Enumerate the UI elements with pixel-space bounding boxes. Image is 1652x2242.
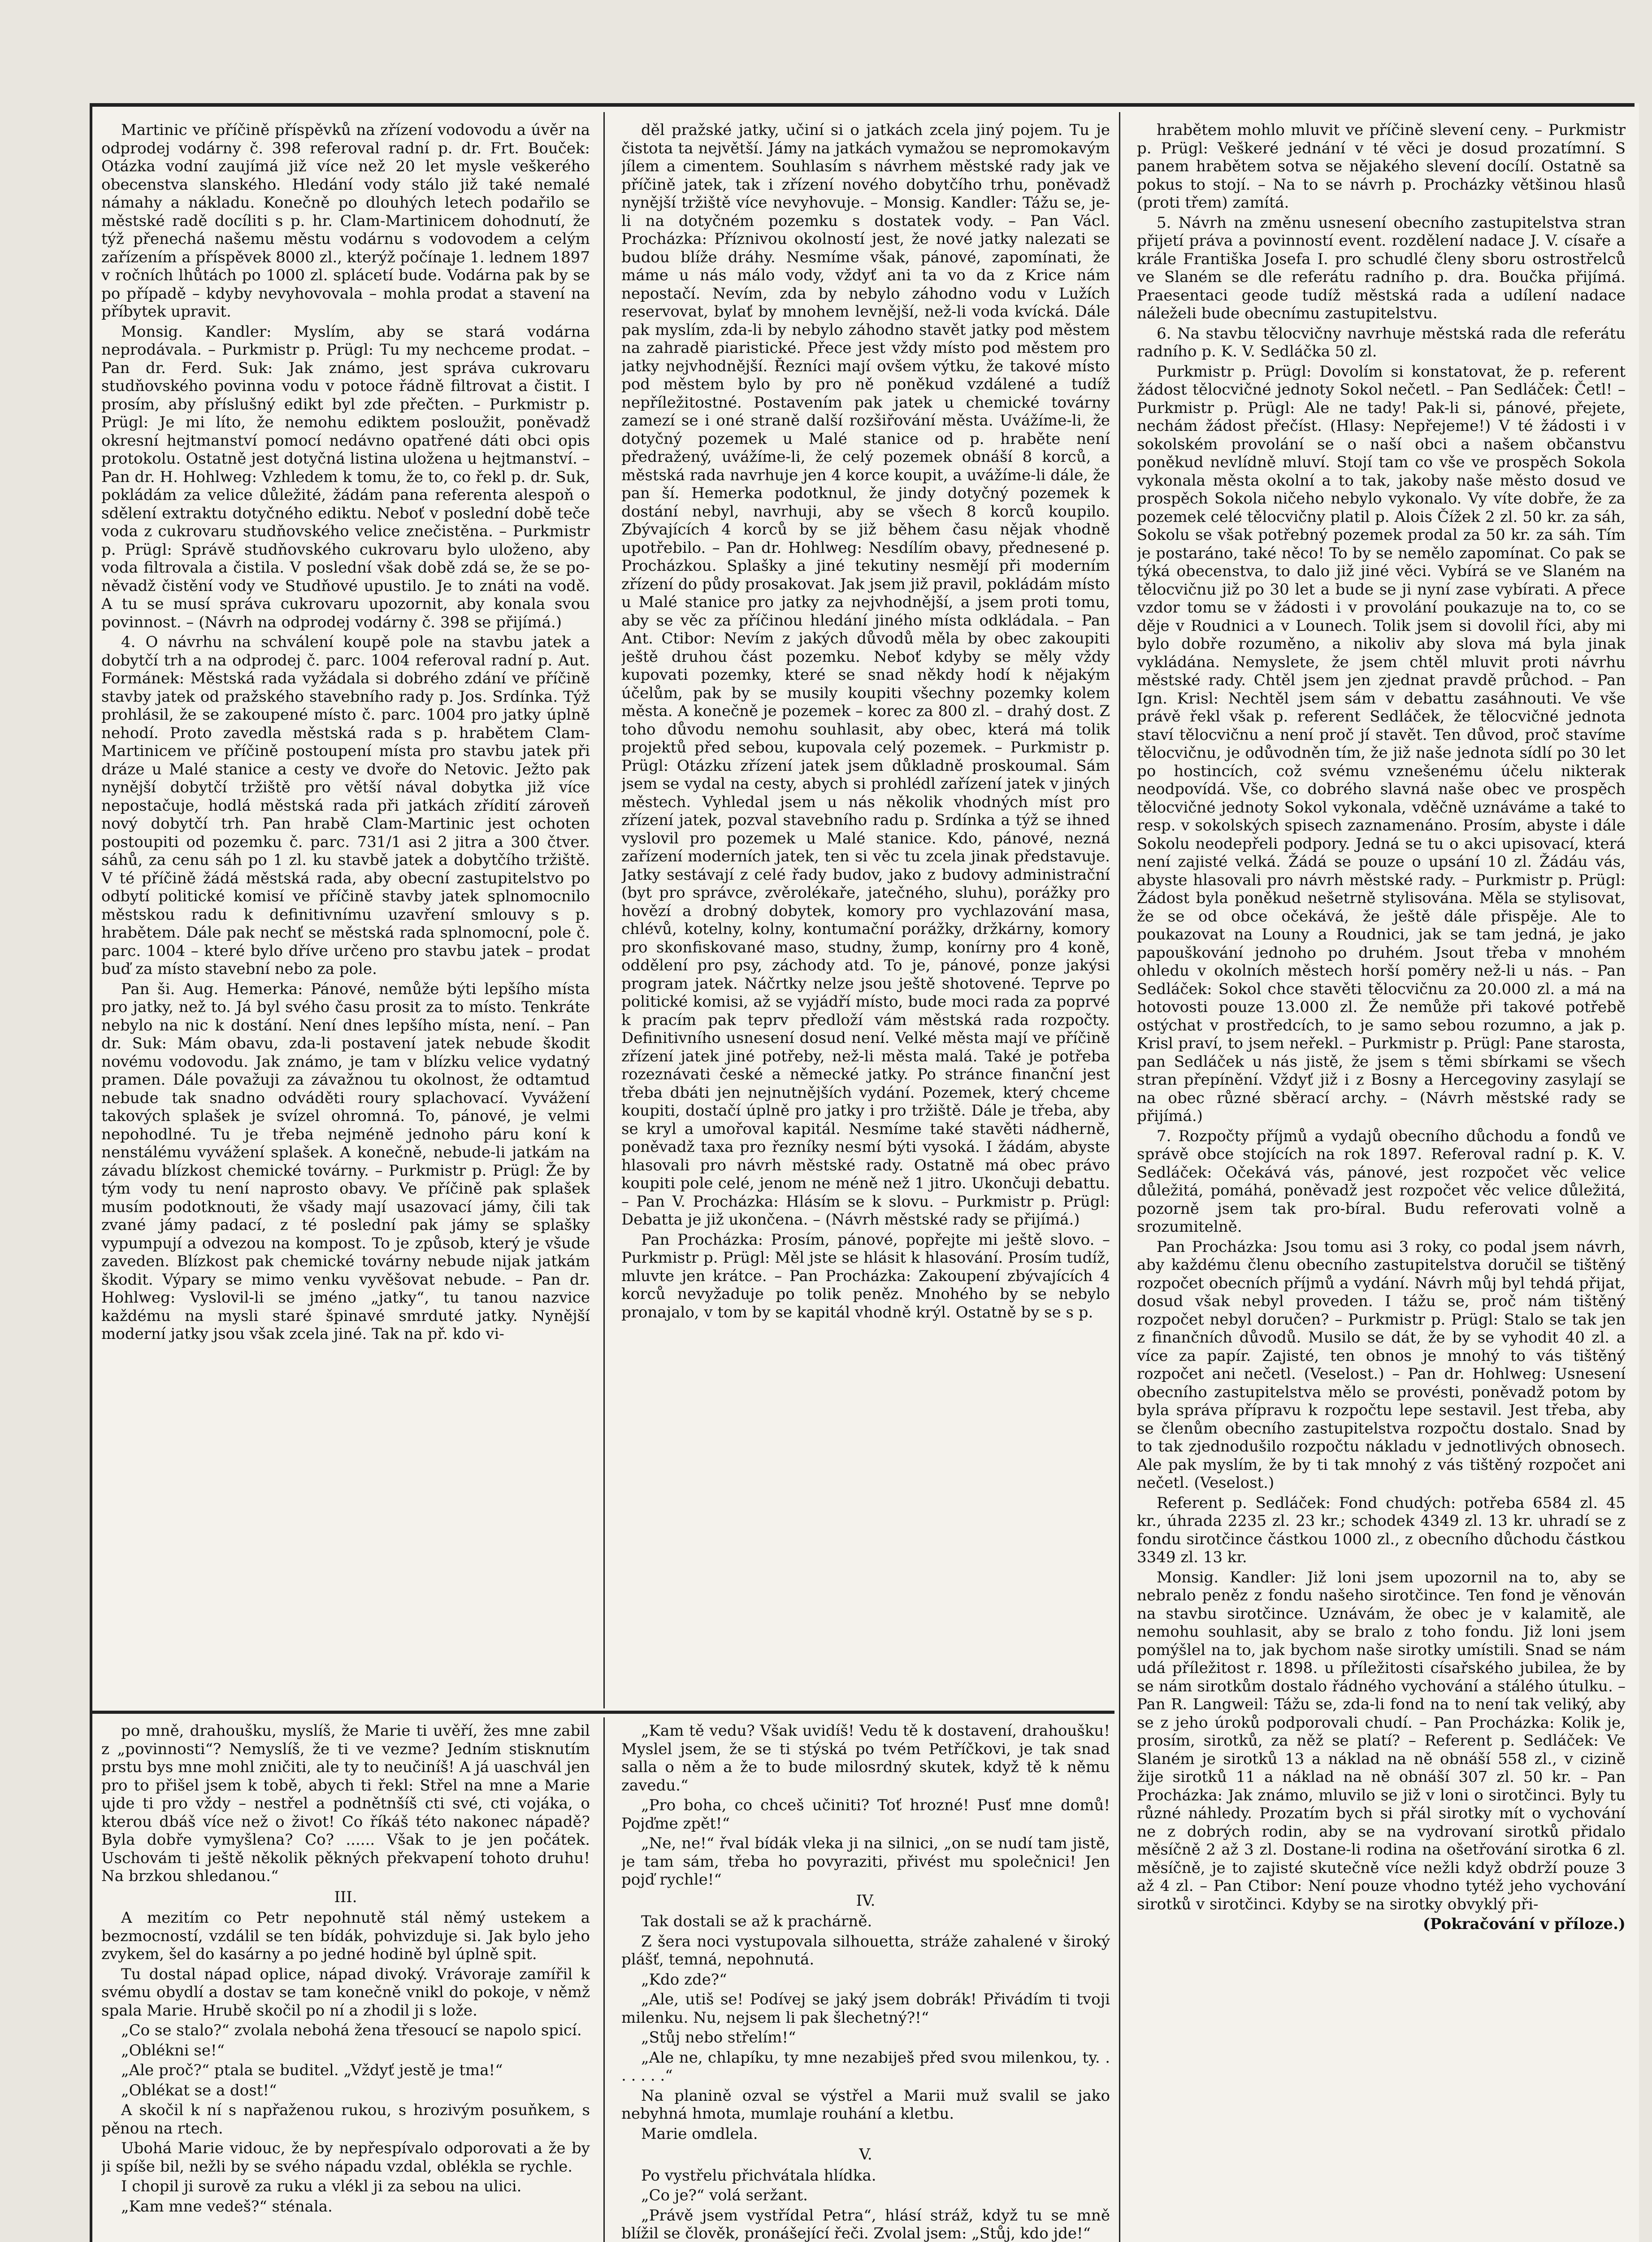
newspaper-page <box>90 103 1639 2242</box>
paragraph: I chopil ji surově za ruku a vlékl ji za sebou na ulici. <box>121 2177 522 2195</box>
paragraph: „Oblékni se!“ <box>121 2041 225 2060</box>
paragraph: Pan Procházka: Prosím, pánové, popřejte mi ještě slovo. – Purkmistr p. Prügl: Měl jste se hlásit k hlasování. Prosím tudíž, mluvte jen krátce. – Pan Procházka: Zakoupení zbývajících 4 korců nevyžaduje po tolik peněz. Mnohého by se nebylo pronajalo, v tom by se kapitál vhodně krýl. Ostatně by se s p. <box>621 1230 1110 1321</box>
paragraph: 7. Rozpočty příjmů a vydajů obecního důchodu a fondů ve správě obce stojících na rok 1897. Referoval radní p. K. V. Sedláček: Očekává vás, pánové, jest rozpočet věc velice důležitá, pomáhá, poněvadž jest rozpočet věc velice důležitá, pozorně jsem tak pro-bíral. Budu referovati volně a srozumitelně. <box>1137 1127 1626 1236</box>
paragraph: „Co se stalo?“ zvolala nebohá žena třesoucí se napolo spicí. <box>121 2021 582 2039</box>
feuilleton-column-rule <box>603 1717 605 2242</box>
paragraph: „Stůj nebo střelím!“ <box>641 2029 796 2046</box>
paragraph: „Kdo zde?“ <box>641 1970 727 1989</box>
paragraph: „Právě jsem vystřídal Petra“, hlásí stráž, když tu se mně blížil se člověk, pronášející řeči. Zvolal jsem: „Stůj, kdo jde!“ <box>621 2206 1110 2242</box>
paragraph: Na planině ozval se výstřel a Marii muž svalil se jako nebyhná hmota, mumlaje rouhání a kletbu. <box>621 2086 1110 2123</box>
column-1 <box>101 121 590 1699</box>
paragraph: A mezitím co Petr nepohnutě stál němý ustekem a bezmocností, vzdálil se ten bídák, pohvizduje si. Jak bylo jeho zvykem, šel do kasárny a po jedné hodině byl úplně spit. <box>101 1909 590 1963</box>
paragraph: Purkmistr p. Prügl: Dovolím si konstatovat, že p. referent žádost tělocvičné jednoty Sokol nečetl. – Pan Sedláček: Četl! – Purkmistr p. Prügl: Ale ne tady! Pak-li si, pánové, přejete, nechám žádost přečíst. (Hlasy: Nepřejeme!) V té žádosti i v sokolském provolání se o naší obci a našem občanstvu poněkud nevlídně mluví. Stojí tam co vše ve prospěch Sokola vykonala města okolní a to tak, jakoby naše město dosud ve prospěch Sokola ničeho nebylo vykonalo. Vy víte dobře, že za pozemek celé tělocvičny platil p. Alois Čížek 2 zl. 50 kr. za sáh, Sokolu se však potřebný pozemek prodal za 50 kr. za sáh. Tím je postaráno, také něco! To by se nemělo zapomínat. Co pak se týká obecenstva, to dalo již jiné věci. Vybírá se ve Slaném na tělocvičnu již po 30 let a bude se ji nyní zase vybírati. A přece vzdor tomu se v žádosti i v provolání poukazuje na to, co se děje v Roudnici a v Lounech. Tolik jsem si dovolil říci, aby mi bylo dobře rozuměno, a nikoliv aby slova má byla jinak vykládána. Nemyslete, že jsem chtěl mluvit proti návrhu městské rady. Chtěl jsem jen zjednat pravdě průchod. – Pan Ign. Krisl: Nechtěl jsem sám v debattu zasáhnouti. Ve vše právě řekl však p. referent Sedláček, že tělocvičné jednota staví tělocvičnu a není proč jí stavět. Ten důvod, proč stavíme tělocvičnu, je odůvodněn tím, že již naše jednota sídlí po 30 let po hostincích, což svému vznešenému účelu nikterak neodpovídá. Vše, co dobrého slavná naše obec ve prospěch tělocvičné jednoty Sokol vykonala, vděčně uznáváme a také to resp. v sokolských spisech zaznamenáno. Prosím, abyste i dále Sokolu neodepřeli podpory. Jedná se tu o akci upisovací, která není zajisté velká. Žádá se pouze o upsání 10 zl. Žádáu vás, abyste hlasovali pro návrh městské rady. – Purkmistr p. Prügl: Žádost byla poněkud nešetrně stylisována. Měla se stylisovat, že se od obce očekává, že ještě dále přispěje. Ale to poukazovat na Louny a Roudnici, jak se tam jedná, je jako papouškování jednoho po druhém. Jsout třeba v mnohém ohledu v okolních městech horší poměry než-li u nás. – Pan Sedláček: Sokol chce stavěti tělocvičnu za 20.000 zl. a má na hotovosti pouze 13.000 zl. Že nemůže při takové potřebě ostýchat v prostředcích, to je samo sebou rozumno, a jak p. Krisl praví, to jsem neřekl. – Purkmistr p. Prügl: Pane starosta, pan Sedláček u nás jistě, že jsem s těmi sbírkami se všech stran přepínění. Vždyť již i z Bosny a Hercegoviny zasylají se na obec různé sběrací archy. – (Návrh městské rady se přijímá.) <box>1137 362 1626 1125</box>
continued-note: (Pokračování v příloze.) <box>1422 1915 1626 1933</box>
paragraph: 6. Na stavbu tělocvičny navrhuje městská rada dle referátu radního p. K. V. Sedláčka 50 zl. <box>1137 324 1626 361</box>
paragraph: Marie omdlela. <box>641 2125 758 2143</box>
paragraph: „Kam tě vedu? Však uvidíš! Vedu tě k dostavení, drahoušku! Myslel jsem, že se ti stýská po tvém Petříčkovi, je tak snad salla o něm a že to bude milosrdný skutek, když tě k němu zavedu.“ <box>621 1722 1110 1794</box>
paragraph: „Ne, ne!“ řval bídák vleka ji na silnici, „on se nudí tam jistě, je tam sám, třeba ho povyraziti, přivést mu společnici! Jen pojď rychle!“ <box>621 1834 1110 1889</box>
paragraph: Pan ši. Aug. Hemerka: Pánové, nemůže býti lepšího místa pro jatky, než to. Já byl svého času prosit za to místo. Tenkráte nebylo na nic k dostání. Není dnes lepšího místa, není. – Pan dr. Suk: Mám obavu, zda-li postavení jatek nebude škodit novému vodovodu. Jak známo, je tam v blízku velice vydatný pramen. Dále považuji za závažnou tu okolnost, že odtamtud nebude tak snadno odváděti roury splachovací. Vyvážení takových splašek je svízel ohromná. To, pánové, je velmi nepohodlné. Tu je třeba nejméně jednoho páru koní k nenstálému vyvážení splašek. A konečně, nebude-li jatkám na závadu blízkost chemické továrny. – Purkmistr p. Prügl: Že by tým vody tu není naprosto obavy. Ve příčině pak splašek musím podotknouti, že všady mají usazovací jámy, čili tak zvané jámy padací, z té poslední pak jámy se splašky vypumpují a odvezou na kompost. To je způsob, který je všude zaveden. Blízkost pak chemické továrny nebude nijak jatkám škodit. Výpary se mimo venku vyvěšovat nebude. – Pan dr. Hohlweg: Vyslovil-li se jméno „jatky“, tu tanou nazvice každému na mysli staré špinavé smrduté jatky. Nynější moderní jatky jsou však zcela jiné. Tak na př. kdo vi- <box>101 980 590 1343</box>
feuilleton-column-1 <box>101 1722 590 2242</box>
paragraph: „Co je?“ volá seržant. <box>641 2186 808 2204</box>
paragraph: Referent p. Sedláček: Fond chudých: potřeba 6584 zl. 45 kr., úhrada 2235 zl. 23 kr.; schodek 4349 zl. 13 kr. uhradí se z fondu sirotčince částkou 1000 zl., z obecního důchodu částkou 3349 zl. 13 kr. <box>1137 1494 1626 1566</box>
paragraph: Monsig. Kandler: Myslím, aby se stará vodárna neprodávala. – Purkmistr p. Prügl: Tu my nechceme prodat. – Pan dr. Ferd. Suk: Jak známo, jest správa cukrovaru studňovského povinna vodu v potoce řádně filtrovat a čistit. I prosím, aby příslušný edikt byl zde přečten. – Purkmistr p. Prügl: Je mi líto, že nemohu ediktem posloužit, poněvadž okresní hejtmanství pomocí nedávno opatřené dáti obci opis protokolu. Ostatně jest dotyčná listina uložena u hejtmanství. – Pan dr. H. Hohlweg: Vzhledem k tomu, že to, co řekl p. dr. Suk, pokládám za velice důležité, žádám pana referenta alespoň o sdělení extraktu dotyčného ediktu. Neboť v poslední době teče voda z cukrovaru studňovského velice znečistěna. – Purkmistr p. Prügl: Správě studňovského cukrovaru bylo uloženo, aby voda filtrovala a čistila. V poslední však době zdá se, že se po-něvadž čistění vody ve Studňové upustilo. Je to znáti na vodě. A tu se musí správa cukrovaru upozornit, aby konala svou povinnost. – (Návrh na odprodej vodárny č. 398 se přijímá.) <box>101 322 590 631</box>
column-3 <box>1137 121 1626 2242</box>
paragraph: „Ale proč?“ ptala se buditel. „Vždyť jestě je tma!“ <box>121 2061 503 2079</box>
column-rule-2 <box>1119 112 1120 2242</box>
paragraph: Ubohá Marie vidouc, že by nepřespívalo odporovati a že by ji spíše bil, nežli by se svého nápadu vzdal, oblékla se rychle. <box>101 2139 590 2176</box>
paragraph: „Ale ne, chlapíku, ty mne nezabiješ před svou milenkou, ty. . . . . . .“ <box>621 2048 1110 2085</box>
paragraph: 5. Návrh na změnu usnesení obecního zastupitelstva stran přijetí práva a povinností event. rozdělení nadace J. V. císaře a krále Františka Josefa I. pro schudlé členy sboru ostrostřelců ve Slaném se dle referátu radního p. dra. Boučka přijímá. Praesentaci geode tudíž městská rada a udílení nadace náleželi bude obecnímu zastupitelstvu. <box>1137 213 1626 322</box>
top-rule <box>92 103 1635 107</box>
paragraph: „Pro boha, co chceš učiniti? Toť hrozné! Pusť mne domů! Pojďme zpět!“ <box>621 1796 1110 1833</box>
paragraph: Martinic ve příčině příspěvků na zřízení vodovodu a úvěr na odprodej vodárny č. 398 referoval radní p. dr. Frt. Bouček: Otázka vodní zaujímá již více než 20 let mysle veškerého obecenstva slanského. Hledání vody stálo již také nemalé námahy a nákladu. Konečně po dlouhých letech podařilo se městské radě docíliti s p. hr. Clam-Martinicem dohodnutí, že týž přenechá našemu městu vodárnu s vodovodem a celým zařízením a příspěvek 8000 zl., kterýž počínaje 1. lednem 1897 v ročních lhůtách po 1000 zl. splácetí bude. Vodárna pak by se po případě – kdyby nevyhovovala – mohla prodat a stavení na příbytek upravit. <box>101 121 590 321</box>
feuilleton-rule <box>92 1711 1114 1714</box>
paragraph: Monsig. Kandler: Již loni jsem upozornil na to, aby se nebralo peněz z fondu našeho sirotčince. Ten fond je věnován na stavbu sirotčince. Uznávám, že obec je v kalamitě, ale nemohu souhlasit, aby se bralo z toho fondu. Již loni jsem pomýšlel na to, jak bychom naše sirotky umístili. Snad se nám udá příležitost r. 1898. u příležitosti císařského jubilea, že by se nám sirotkům dostalo řádného vychování a stálého útulku. – Pan R. Langweil: Tážu se, zda-li fond na to není tak veliký, aby se z jeho úroků podporovali chudí. – Pan Procházka: Kolik je, prosím, sirotků, za něž se platí? – Referent p. Sedláček: Ve Slaném je sirotků 13 a náklad na ně obnáší 558 zl., v cizině žije sirotků 11 a náklad na ně obnáší 307 zl. 50 kr. – Pan Procházka: Jak známo, mluvilo se již v loni o sirotčinci. Byly tu různé náhledy. Prozatím bych si přál sirotky mít o vychování ne z dobrých rodin, aby se na vydrovaní sirotků přidalo měsíčně 2 až 3 zl. Dostane-li rodina na ošetřování sirotka 6 zl. měsíčně, je to zajisté skutečně více nežli když obdrží pouze 3 až 4 zl. – Pan Ctibor: Není pouze vhodno tytéž jeho vychování sirotků v sirotčinci. Kdyby se na sirotky obvyklý při- <box>1137 1568 1626 1913</box>
paragraph: „Ale, utiš se! Podívej se jaký jsem dobrák! Přivádím ti tvoji milenku. Nu, nejsem li pak šlechetný?!“ <box>621 1990 1110 2027</box>
paragraph: děl pražské jatky, učiní si o jatkách zcela jiný pojem. Tu je čistota ta největší. Jámy na jatkách vymažou se nepromokavým jílem a cimentem. Souhlasím s návrhem městské rady jak ve příčině jatek, tak i zřízení nového dobytčího trhu, poněvadž nynější tržiště více nevyhovuje. – Monsig. Kandler: Tážu se, je-li na dotyčném pozemku s dostatek vody. – Pan Václ. Procházka: Příznivou okolností jest, že nové jatky nalezati se budou blíže dráhy. Nesmíme však, pánové, zapomínati, že máme u nás málo vody, vždyť ani ta vo da z Krice nám nepostačí. Nevím, zda by nebylo záhodno vodu v Lužích reservovat, bylať by mnohem levnější, než-li voda kvícká. Dále pak myslím, zda-li by nebylo záhodno stavět jatky pod městem na zahradě piaristické. Přece jest vždy místo pod městem pro jatky nejvhodnější. Řezníci mají ovšem výtku, že takové místo pod městem bylo by pro ně poněkud vzdálené a tudíž nepříležitostné. Postavením pak jatek u chemické továrny zamezí se i oné straně další rozšiřování města. Uvážíme-li, že dotyčný pozemek u Malé stanice od p. hraběte není předražený, uvážíme-li, že celý pozemek obnáší 8 korců, a městská rada navrhuje jen 4 korce koupit, a uvážíme-li dále, že pan ší. Hemerka podotknul, že jindy dotyčný pozemek k dostání nebyl, navrhuji, aby se všech 8 korců koupilo. Zbývajících 4 korců by se již během času nějak vhodně upotřebilo. – Pan dr. Hohlweg: Nesdílím obavy, přednesené p. Procházkou. Splašky a jiné tekutiny nesmějí při moderním zřízení do půdy prosakovat. Jak jsem již pravil, pokládám místo u Malé stanice pro jatky za nejvhodnější, a jsem proti tomu, aby se věc za příčinou hledání jiného místa odkládala. – Pan Ant. Ctibor: Nevím z jakých důvodů měla by obec zakoupiti ještě druhou část pozemku. Neboť kdyby se měly vždy kupovati pozemky, které se snad někdy hodí k nějakým účelům, pak by se musily koupiti všechny pozemky kolem města. A konečně je pozemek – korec za 800 zl. – drahý dost. Z toho důvodu nemohu souhlasit, aby obec, která má tolik projektů před sebou, kupovala celý pozemek. – Purkmistr p. Prügl: Otázku zřízení jatek jsem důkladně proskoumal. Sám jsem se vydal na cesty, abych si prohlédl zařízení jatek v jiných městech. Vyhledal jsem u nás několik vhodných míst pro zřízení jatek, pozval stavebního radu p. Srdínka a týž se ihned vyslovil pro pozemek u Malé stanice. Kdo, pánové, nezná zařízení moderních jatek, ten si věc tu zcela jinak představuje. Jatky sestávají z celé řady budov, jako z budovy administrační (byt pro správce, zvěrolékaře, jatečného, sluhu), porážky pro hovězí a drobný dobytek, komory pro vychlazování masa, chlévů, kotelny, kolny, kontumační porážky, držkárny, komory pro skonfiskované maso, studny, žump, konírny pro 4 koně, oddělení pro psy, záchody atd. To je, pánové, ponze jakýsi program jatek. Náčrtky nelze jsou ještě shotovené. Teprve po politické komisi, až se vyjádří místo, bude moci rada za poprvé k pracím pak teprv předloží vám městská rada rozpočty. Definitivního usnesení dosud není. Velké města mají ve příčině zřízení jatek jiné potřeby, než-li města malá. Také je potřeba rozeznávati české a německé jatky. Po stránce finanční jest třeba dbáti jen nejnutnějších vydání. Pozemek, který chceme koupiti, dostačí úplně pro jatky i pro tržiště. Dále je třeba, aby se kryl a umořoval kapitál. Nesmíme také stavěti nádherně, poněvadž taxa pro řezníky nesmí býti vysoká. I žádám, abyste hlasovali pro návrh městské rady. Ostatně má obec právo koupiti pole celé, jenom ne méně než 1 jitro. Ukončuji debattu. – Pan V. Procházka: Hlásím se k slovu. – Purkmistr p. Prügl: Debatta je již ukončena. – (Návrh městské rady se přijímá.) <box>621 121 1110 1229</box>
paragraph: Tu dostal nápad oplice, nápad divoký. Vrávoraje zamířil k svému obydlí a dostav se tam konečně vnikl do pokoje, v němž spala Marie. Hrubě skočil po ní a zhodil ji s lože. <box>101 1965 590 2020</box>
chapter-heading: V. <box>859 2146 872 2164</box>
paragraph: Pan Procházka: Jsou tomu asi 3 roky, co podal jsem návrh, aby každému členu obecního zastupitelstva doručil se tištěný rozpočet obecních příjmů a vydání. Návrh můj byl tehdá přijat, dosud však nebyl proveden. I tážu se, proč nám tištěný rozpočet nebyl doručen? – Purkmistr p. Prügl: Stalo se tak jen z finančních důvodů. Musilo se dát, že by se vyhodit 40 zl. a více za papír. Zajisté, ten obnos je mnohý to vás tištěný rozpočet ani nečetl. (Veselost.) – Pan dr. Hohlweg: Usnesení obecního zastupitelstva mělo se provésti, poněvadž potom by byla správa přípravu k rozpočtu lepe sestavil. Jest třeba, aby se členům obecního zastupitelstva rozpočtu dostalo. Snad by to tak zjednodušilo rozpočtu nákladu v jednotlivých obnosech. Ale pak myslím, že by ti tak mnohý z vás tištěný rozpočet ani nečetl. (Veselost.) <box>1137 1238 1626 1492</box>
paragraph: hrabětem mohlo mluvit ve příčině slevení ceny. – Purkmistr p. Prügl: Veškeré jednání v té věci je dosud prozatímní. S panem hrabětem sotva se nějakého slevení docílí. Ostatně sa pokus to stojí. – Na to se návrh p. Procházky většinou hlasů (proti třem) zamítá. <box>1137 121 1626 212</box>
paragraph: po mně, drahoušku, myslíš, že Marie ti uvěří, žes mne zabil z „povinnosti“? Nemyslíš, že ti ve vezme? Jedním stisknutím prstu bys mne mohl zničiti, ale ty to neučiníš! A já uaschvál jen pro to přišel jsem k tobě, abych ti řekl: Střel na mne a Marie ujde ti pro vždy – nestřel a podnětnšíš cti své, cti vojáka, o kterou dbáš více než o život! Co říkáš této nakonec nápadě? Byla dobře vymyšlena? Co? ...... Však to je jen počátek. Uschovám ti ještě několik pěkných překvapení tohoto druhu! Na brzkou shledanou.“ <box>101 1722 590 1885</box>
column-2 <box>621 121 1110 1699</box>
paragraph: „Oblékat se a dost!“ <box>121 2081 277 2099</box>
paragraph: Tak dostali se až k prachárně. <box>641 1912 872 1930</box>
paragraph: „Kam mne vedeš?“ sténala. <box>121 2197 333 2216</box>
paragraph: Z šera noci vystupovala silhouetta, stráže zahalené v široký plášť, temná, nepohnutá. <box>621 1932 1110 1968</box>
paragraph: Po vystřelu přichvátala hlídka. <box>641 2166 876 2185</box>
chapter-heading: III. <box>334 1888 357 1906</box>
paragraph: A skočil k ní s napřaženou rukou, s hrozivým posuňkem, s pěnou na rtech. <box>101 2101 590 2138</box>
paragraph: 4. O návrhu na schválení koupě pole na stavbu jatek a dobytčí trh a na odprodej č. parc. 1004 referoval radní p. Aut. Formánek: Městská rada vyžádala si dobrého zdání ve příčině stavby jatek od pražského stavebního rady p. Jos. Srdínka. Týž prohlásil, že se zakoupené místo č. parc. 1004 pro jatky úplně nehodí. Proto zavedla městská rada s p. hrabětem Clam-Martinicem ve příčině postoupení místa pro stavbu jatek při dráze u Malé stanice a cesty ve dvoře do Netovic. Ježto pak nynější dobytčí tržiště pro větší nával dobytka již více nepostačuje, hodlá městská rada při jatkách zřídití zároveň nový dobytčí trh. Pan hrabě Clam-Martinic jest ochoten postoupiti od pozemku č. parc. 731/1 asi 2 jitra a 300 čtver. sáhů, za cenu sáh po 1 zl. ku stavbě jatek a dobytčího tržiště. V té příčině žádá městská rada, aby obecní zastupitelstvo po odbytí politické komisí ve příčině stavby jatek splnomocnilo městskou radu k definitivnímu uzavření smlouvy s p. hrabětem. Dále pak nechť se městská rada splnomocní, pole č. parc. 1004 – které bylo dříve určeno pro stavbu jatek – prodat buď za místo stavební nebo za pole. <box>101 633 590 978</box>
feuilleton-column-2 <box>621 1722 1110 2242</box>
chapter-heading: IV. <box>856 1891 876 1910</box>
column-rule-1 <box>603 112 605 1708</box>
